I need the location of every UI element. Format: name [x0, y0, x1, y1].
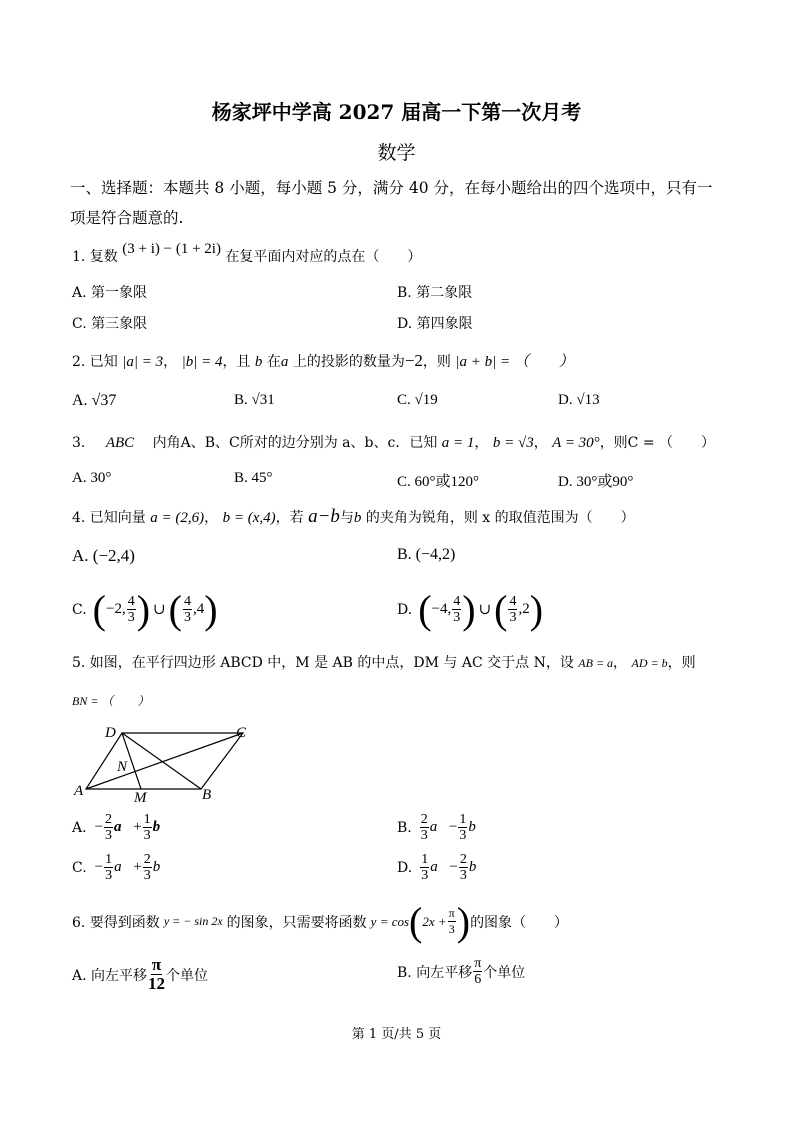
q5-option-c[interactable]: C. − $\frac{1}{3}$ a⃗ + $\frac{2}{3}$ b⃗ — [72, 852, 172, 883]
question-1 — [72, 241, 422, 266]
q6-option-a-unit: 个单位 — [166, 967, 209, 984]
q3-text2: ，则C = （ ） — [599, 435, 716, 451]
q5-option-c-label: C. — [72, 859, 87, 876]
q3-cond-A: A = 30° — [552, 435, 600, 451]
q1-text: 在复平面内对应的点在（ ） — [225, 249, 422, 265]
q5-option-d-label: D. — [397, 859, 413, 876]
q4-text1: 4. 已知向量 — [72, 510, 146, 526]
q2-mid: ，且 — [222, 354, 251, 370]
q3-cond-b: b = √3 — [492, 435, 534, 451]
q4-text2: ，若 — [275, 510, 304, 526]
q6-option-a-label: A. 向左平移 — [72, 967, 148, 984]
q1-option-a[interactable]: A. 第一象限 — [72, 285, 148, 301]
q2-a-abs: |a| = 3 — [122, 354, 164, 370]
q3-text1: 内角A、B、C所对的边分别为 a、b、c．已知 — [152, 435, 438, 451]
q3-number: 3. — [72, 435, 86, 451]
q5-text1: 5. 如图，在平行四边形 ABCD 中，M 是 AB 的中点，DM 与 AC 交于点 N，设 — [72, 655, 574, 671]
q6-option-b-unit: 个单位 — [483, 964, 526, 981]
q2-proj-text: 上的投影的数量为 — [292, 354, 405, 370]
q4-option-c-label: C. — [72, 601, 87, 618]
q6-option-b[interactable]: B. 向左平移 $\frac{\pi}{6}$ 个单位 — [397, 956, 526, 987]
q4-option-d-label: D. — [397, 601, 413, 618]
q1-expression: (3 + i) − (1 + 2i) — [122, 241, 221, 257]
q5-option-a-label: A. — [72, 819, 87, 836]
q1-number: 1. 复数 — [72, 249, 118, 265]
q5-option-a[interactable]: A. − $\frac{2}{3}$ a⃗ + $\frac{1}{3}$ b⃗ — [72, 812, 172, 843]
q3-option-c[interactable]: C. 60°或120° — [397, 474, 480, 490]
q2-option-a[interactable]: A. √37 — [72, 392, 117, 409]
q6-option-a[interactable]: A. 向左平移 $\frac{\pi}{12}$ 个单位 — [72, 955, 209, 993]
q1-option-b[interactable]: B. 第二象限 — [397, 285, 473, 301]
page-footer: 第 1 页/共 5 页 — [351, 1027, 442, 1042]
q2-prefix: 2. 已知 — [72, 354, 118, 370]
q2-ask: |a + b| = （ ） — [455, 354, 574, 370]
q5-ab: AB = a — [578, 656, 614, 670]
q5-then: ，则 — [667, 655, 696, 671]
q5-ask: BN = （ ） — [72, 694, 150, 708]
q2-vec-b: b — [254, 354, 263, 370]
q4-option-a[interactable]: A. (−2,4) — [72, 546, 135, 565]
section-heading-line1: 一、选择题：本题共 8 小题，每小题 5 分，满分 40 分，在每小题给出的四个选项中，只有一 — [70, 179, 713, 197]
question-2: 2. 已知 |a| = 3， |b| = 4，且 b 在a 上的投影的数量为−2，则 |a + b| = （ ） — [72, 351, 574, 370]
question-3: 3. ABC 内角A、B、C所对的边分别为 a、b、c．已知 a = 1， b = √3， A = 30°，则C = （ ） — [72, 435, 716, 451]
q5-ad: AD = b — [631, 656, 668, 670]
label-m: M — [134, 790, 147, 806]
q2-then: ，则 — [422, 354, 451, 370]
q4-vec-b: b = (x,4) — [222, 510, 276, 526]
label-d: D — [105, 725, 116, 741]
q4-option-b[interactable]: B. (−4,2) — [397, 546, 456, 563]
page-title: 杨家坪中学高 2027 届高一下第一次月考 — [211, 100, 582, 124]
diagonal-bd — [122, 733, 201, 789]
q5-option-b[interactable]: B. $\frac{2}{3}$ a⃗ − $\frac{1}{3}$ b⃗ — [397, 812, 488, 843]
q6-text3: 的图象（ ） — [470, 914, 569, 931]
label-c: C — [236, 725, 247, 741]
q2-vec-a: a — [280, 354, 289, 370]
question-4: 4. 已知向量 a = (2,6)， b = (x,4)，若 a−b与b 的夹角为锐角，则 x 的取值范围为（ ） — [72, 506, 635, 527]
q2-option-c[interactable]: C. √19 — [397, 392, 438, 408]
q4-text4: 的夹角为锐角，则 x 的取值范围为（ ） — [365, 510, 635, 526]
q5-ask-line — [72, 692, 149, 709]
q4-option-d[interactable]: D. ( −4, $\frac{4}{3}$ ) ∪ ( $\frac{4}{3}$ ,2 ) — [397, 587, 544, 632]
section-heading-line2: 项是符合题意的. — [70, 209, 184, 227]
q3-option-a[interactable]: A. 30° — [72, 470, 112, 486]
question-5: 5. 如图，在平行四边形 ABCD 中，M 是 AB 的中点，DM 与 AC 交于点 N，设 AB = a， AD = b，则 — [72, 655, 696, 671]
q3-option-b[interactable]: B. 45° — [234, 470, 273, 486]
label-n: N — [117, 759, 128, 775]
q5-option-d[interactable]: D. $\frac{1}{3}$ a⃗ − $\frac{2}{3}$ b⃗ — [397, 852, 488, 883]
q4-text3: 与 — [339, 510, 354, 526]
q2-b-abs: |b| = 4 — [181, 354, 223, 370]
label-a: A — [74, 783, 84, 799]
question-6: 6. 要得到函数 y = − sin 2x 的图象，只需要将函数 y = cos ( 2x + $\frac{\pi}{3}$ ) 的图象（ ） — [72, 899, 569, 944]
q6-option-b-label: B. 向左平移 — [397, 964, 473, 981]
q2-in: 在 — [266, 354, 281, 370]
label-b: B — [202, 787, 212, 803]
q4-option-c[interactable]: C. ( −2, $\frac{4}{3}$ ) ∪ ( $\frac{4}{3}$ ,4 ) — [72, 587, 218, 632]
q4-vec-b2: b — [353, 510, 362, 526]
q4-diff: a−b — [308, 506, 340, 527]
q6-text2: 的图象，只需要将函数 — [226, 914, 367, 931]
q1-option-c[interactable]: C. 第三象限 — [72, 316, 148, 332]
q4-vec-a: a = (2,6) — [150, 510, 205, 526]
q5-option-b-label: B. — [397, 819, 412, 836]
q3-cond-a: a = 1 — [441, 435, 475, 451]
q3-option-d[interactable]: D. 30°或90° — [558, 474, 634, 490]
q6-text1: 6. 要得到函数 — [72, 914, 160, 931]
q6-func1: y = − sin 2x — [163, 914, 223, 928]
q1-option-d[interactable]: D. 第四象限 — [397, 316, 473, 332]
q6-func2: y = cos — [370, 913, 410, 929]
diagonal-ac — [86, 733, 243, 789]
q2-option-b[interactable]: B. √31 — [234, 392, 275, 408]
q2-proj-value: −2 — [404, 351, 423, 370]
q2-option-d[interactable]: D. √13 — [558, 392, 600, 408]
subject-title: 数学 — [377, 142, 416, 164]
q3-triangle: ABC — [105, 435, 135, 451]
parallelogram-figure — [70, 720, 260, 810]
